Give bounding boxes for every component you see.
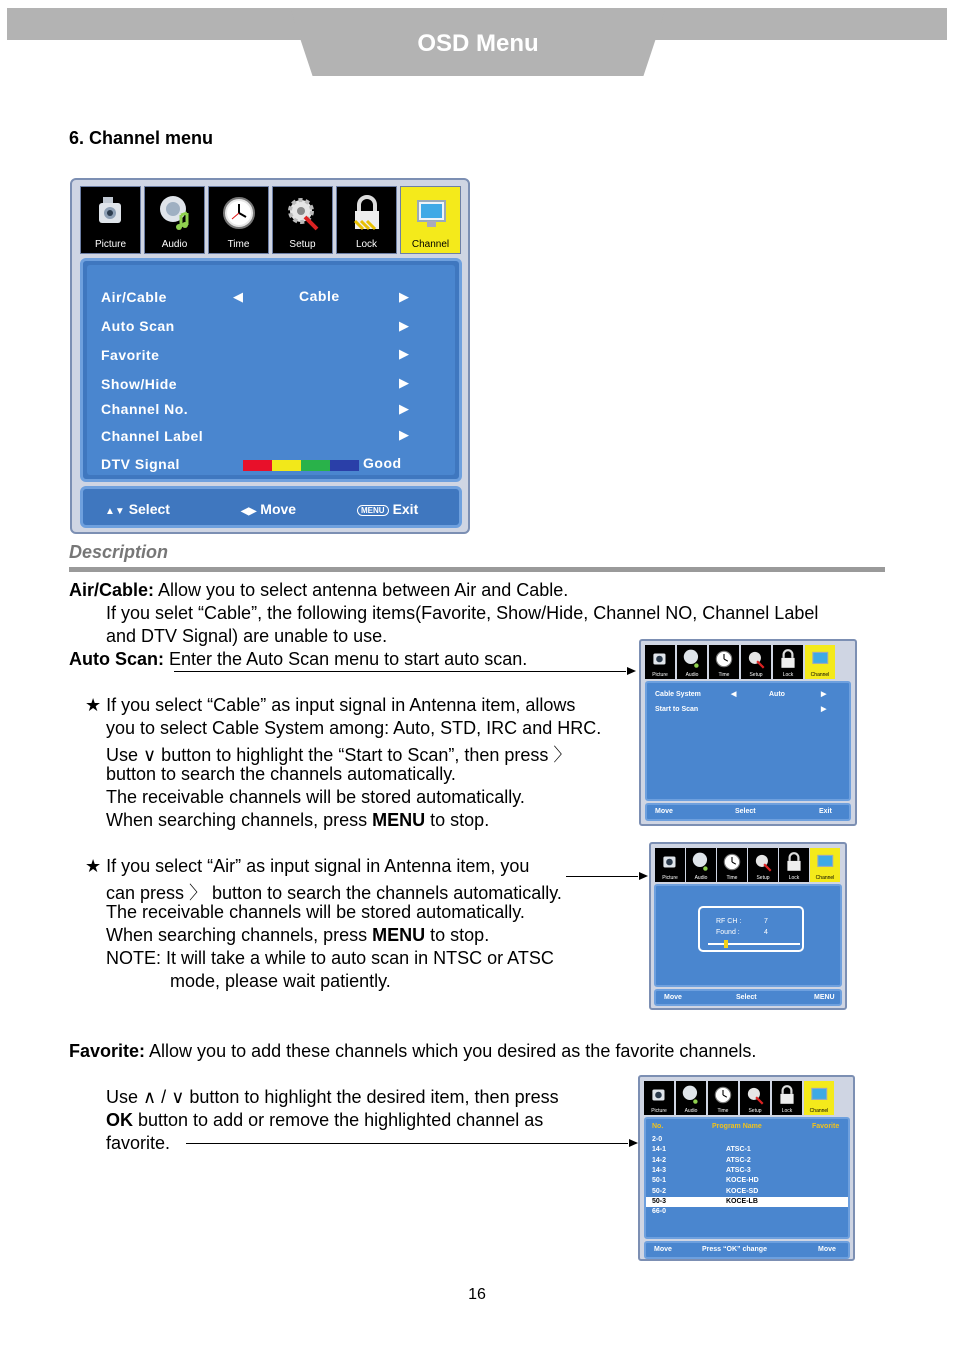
tab-lock[interactable]: [336, 186, 397, 254]
mini-menu-panel: [654, 884, 842, 987]
text-line: and DTV Signal) are unable to use.: [106, 626, 388, 646]
text: Enter the Auto Scan menu to start auto scan.: [164, 649, 528, 669]
footer-select: [105, 501, 170, 517]
camera-icon: [93, 193, 129, 233]
rf-channel-value: 7: [764, 918, 768, 925]
tab-label: Picture: [652, 672, 668, 678]
text: OK: [106, 1110, 133, 1130]
air-cable-paragraph: [69, 580, 568, 601]
tab-channel: [810, 848, 840, 882]
channel-number: 50-3: [652, 1197, 667, 1205]
lock-icon: [784, 851, 804, 873]
tab-audio: [676, 1081, 706, 1115]
tab-label: Time: [726, 875, 738, 881]
scan-progress-box: [698, 906, 804, 952]
text: Allow you to add these channels which you desired as the favorite channels.: [145, 1041, 757, 1061]
tab-channel[interactable]: [400, 186, 461, 254]
chevron-right-icon[interactable]: ▶: [399, 375, 409, 390]
chevron-right-icon: ▶: [821, 691, 827, 698]
pointer-line: [186, 1143, 628, 1144]
tab-time: [708, 1081, 738, 1115]
chevron-left-icon: ◀: [731, 691, 737, 698]
text-line: If you selet “Cable”, the following items(Favorite, Show/Hide, Channel NO, Channel Label: [106, 603, 819, 623]
tab-channel: [804, 1081, 834, 1115]
audio-icon: [157, 193, 193, 233]
text: When searching channels, press: [106, 810, 373, 830]
tab-label: Lock: [355, 239, 378, 250]
term: Auto Scan:: [69, 649, 165, 669]
section-title: 6. Channel menu: [69, 128, 214, 148]
footer-move: Move: [664, 994, 682, 1001]
channel-number: 14-3: [652, 1166, 667, 1174]
text-line: The receivable channels will be stored automatically.: [106, 902, 525, 922]
tab-label: Audio: [684, 1108, 698, 1114]
menu-item-channel-label[interactable]: Channel Label: [101, 428, 204, 444]
list-item[interactable]: [646, 1187, 850, 1197]
lock-icon: [778, 648, 798, 670]
footer-move: Move: [654, 1246, 672, 1253]
program-name: ATSC-3: [726, 1166, 751, 1174]
signal-segment: [301, 460, 330, 471]
column-header: Favorite: [812, 1123, 840, 1130]
gear-icon: [745, 1084, 765, 1106]
tab-label: Setup: [748, 1108, 762, 1114]
footer-exit: Exit: [819, 808, 832, 815]
tab-picture: [644, 1081, 674, 1115]
found-value: 4: [764, 929, 768, 936]
text-line: Use ∨ button to highlight the “Start to Scan”, then press 〉: [106, 745, 572, 765]
signal-segment: [330, 460, 359, 471]
footer-select: Select: [736, 994, 757, 1001]
channel-number: 2-0: [652, 1136, 663, 1143]
clock-icon: [713, 1084, 733, 1106]
list-item[interactable]: [646, 1145, 850, 1155]
tab-setup[interactable]: [272, 186, 333, 254]
tab-label: Time: [718, 672, 730, 678]
tab-label: Audio: [161, 239, 188, 250]
text-line: The receivable channels will be stored automatically.: [106, 787, 525, 807]
tab-label: Audio: [685, 672, 699, 678]
tab-setup: [741, 645, 771, 679]
text-line: mode, please wait patiently.: [170, 971, 391, 991]
favorite-paragraph: [69, 1041, 756, 1062]
channel-number: 50-1: [652, 1177, 667, 1185]
signal-strength-bar: [243, 460, 359, 471]
menu-item-show-hide[interactable]: Show/Hide: [101, 376, 178, 392]
text: button to add or remove the highlighted channel as: [133, 1110, 544, 1130]
tab-label: Lock: [781, 1108, 793, 1114]
pointer-line: [174, 671, 626, 672]
chevron-right-icon[interactable]: ▶: [399, 346, 409, 361]
footer-select: Select: [735, 808, 756, 815]
mini-footer: [644, 1241, 850, 1259]
chevron-right-icon[interactable]: ▶: [399, 289, 409, 304]
tab-time[interactable]: [208, 186, 269, 254]
gear-icon: [753, 851, 773, 873]
tab-label: Picture: [94, 239, 127, 250]
tab-picture: [655, 848, 685, 882]
text-line: NOTE: It will take a while to auto scan in NTSC or ATSC: [106, 948, 554, 968]
rf-channel-label: RF CH :: [716, 918, 742, 925]
arrow-head-icon: [627, 667, 636, 675]
tab-lock: [773, 645, 803, 679]
tab-audio[interactable]: [144, 186, 205, 254]
column-header: Program Name: [712, 1123, 762, 1130]
tab-lock: [779, 848, 809, 882]
page-title: OSD Menu: [417, 30, 539, 57]
mini-tab-bar: [645, 645, 835, 679]
program-name: KOCE-HD: [726, 1177, 759, 1185]
footer-exit: [357, 501, 418, 517]
tab-label: Lock: [788, 875, 800, 881]
footer-exit-label: Exit: [392, 501, 419, 517]
menu-item-favorite[interactable]: Favorite: [101, 347, 160, 363]
text-line: ★ If you select “Air” as input signal in Antenna item, you: [85, 856, 530, 876]
program-name: KOCE-LB: [726, 1197, 758, 1205]
footer-move: Move: [655, 808, 673, 815]
favorite-osd: [638, 1075, 855, 1261]
lock-icon: [777, 1084, 797, 1106]
signal-segment: [243, 460, 272, 471]
text-line: can press 〉 button to search the channels automatically.: [106, 883, 562, 903]
text-line: [106, 1110, 543, 1131]
channel-number: 14-1: [652, 1146, 667, 1154]
footer-move: [241, 501, 296, 517]
clock-icon: [722, 851, 742, 873]
tab-time: [709, 645, 739, 679]
list-item[interactable]: [646, 1156, 850, 1166]
audio-icon: [682, 648, 702, 670]
tab-label: Picture: [662, 875, 678, 881]
text: MENU: [372, 810, 426, 830]
menu-item-dtv-signal: DTV Signal: [101, 456, 180, 472]
text: MENU: [372, 925, 426, 945]
chevron-right-icon[interactable]: ▶: [399, 318, 409, 333]
menu-item-air-cable[interactable]: Air/Cable: [101, 289, 167, 305]
found-label: Found :: [716, 929, 740, 936]
term: Favorite:: [69, 1041, 146, 1061]
footer-move-label: Move: [260, 501, 297, 517]
list-item[interactable]: [646, 1166, 850, 1176]
tab-label: Channel: [809, 1108, 829, 1114]
tab-label: Audio: [694, 875, 708, 881]
mini-footer: [645, 803, 851, 821]
audio-icon: [691, 851, 711, 873]
chevron-right-icon[interactable]: ▶: [399, 401, 409, 416]
list-item[interactable]: [646, 1135, 850, 1145]
tab-label: Channel: [810, 672, 830, 678]
monitor-icon: [809, 1084, 829, 1106]
camera-icon: [649, 1084, 669, 1106]
monitor-icon: [413, 193, 449, 233]
osd-menu-panel: [80, 258, 462, 482]
tab-label: Setup: [749, 672, 763, 678]
text: Allow you to select antenna between Air and Cable.: [154, 580, 569, 600]
text-line: button to search the channels automatically.: [106, 764, 456, 784]
term: Air/Cable:: [69, 580, 155, 600]
clock-icon: [221, 193, 257, 233]
gear-icon: [285, 193, 321, 233]
start-to-scan-label: Start to Scan: [655, 706, 699, 713]
mini-menu-panel: [645, 681, 851, 801]
channel-number: 50-2: [652, 1187, 667, 1195]
text-line: [106, 925, 489, 946]
tab-picture[interactable]: [80, 186, 141, 254]
tab-audio: [677, 645, 707, 679]
gear-icon: [746, 648, 766, 670]
menu-item-channel-no[interactable]: Channel No.: [101, 401, 189, 417]
tab-time: [717, 848, 747, 882]
favorite-list-panel: [644, 1117, 850, 1239]
list-item[interactable]: [646, 1197, 850, 1207]
tab-label: Channel: [815, 875, 835, 881]
osd-tab-bar: [80, 186, 461, 254]
auto-scan-air-osd: [649, 842, 847, 1010]
chevron-right-icon: ▶: [821, 706, 827, 713]
text-line: [106, 810, 489, 831]
cable-system-label: Cable System: [655, 691, 701, 698]
pointer-line: [566, 876, 638, 877]
text: to stop.: [425, 925, 490, 945]
chevron-right-icon[interactable]: ▶: [399, 427, 409, 442]
camera-icon: [650, 648, 670, 670]
mini-footer: [654, 989, 842, 1006]
monitor-icon: [815, 851, 835, 873]
mini-tab-bar: [655, 848, 840, 882]
lock-icon: [349, 193, 385, 233]
tab-label: Setup: [756, 875, 770, 881]
tab-picture: [645, 645, 675, 679]
program-name: ATSC-1: [726, 1146, 751, 1154]
tab-setup: [740, 1081, 770, 1115]
list-item[interactable]: [646, 1176, 850, 1186]
signal-quality: Good: [363, 455, 402, 471]
text-line: favorite.: [106, 1133, 171, 1153]
footer-change: Press “OK” change: [702, 1246, 767, 1253]
mini-tab-bar: [644, 1081, 834, 1115]
clock-icon: [714, 648, 734, 670]
channel-number: 66-0: [652, 1208, 667, 1216]
channel-menu-osd: [70, 178, 470, 534]
tab-label: Setup: [289, 239, 316, 250]
signal-segment: [272, 460, 301, 471]
program-name: KOCE-SD: [726, 1187, 759, 1195]
monitor-icon: [810, 648, 830, 670]
footer-menu: MENU: [814, 994, 835, 1001]
column-header: No.: [652, 1123, 664, 1130]
left-right-icon: ◀▶: [241, 506, 257, 517]
page-number: 16: [468, 1286, 486, 1303]
footer-move: Move: [818, 1246, 836, 1253]
arrow-head-icon: [639, 872, 648, 880]
tab-label: Time: [717, 1108, 729, 1114]
camera-icon: [660, 851, 680, 873]
program-name: ATSC-2: [726, 1156, 751, 1164]
menu-key-icon: MENU: [357, 505, 389, 516]
tab-lock: [772, 1081, 802, 1115]
tab-label: Picture: [651, 1108, 667, 1114]
text-line: Use ∧ / ∨ button to highlight the desired item, then press: [106, 1087, 559, 1107]
auto-scan-paragraph: [69, 649, 527, 670]
channel-number: 14-2: [652, 1156, 667, 1164]
tab-label: Channel: [411, 239, 450, 250]
text: to stop.: [425, 810, 490, 830]
tab-label: Lock: [782, 672, 794, 678]
arrow-head-icon: [629, 1139, 638, 1147]
chevron-left-icon[interactable]: ◀: [233, 289, 243, 304]
divider: [69, 567, 885, 572]
tab-channel: [805, 645, 835, 679]
audio-icon: [681, 1084, 701, 1106]
text: When searching channels, press: [106, 925, 373, 945]
scan-progress-track: [708, 943, 800, 945]
auto-scan-cable-osd: [639, 639, 857, 826]
osd-footer: [80, 486, 462, 528]
cable-system-value: Auto: [769, 691, 785, 698]
up-down-icon: ▲▼: [105, 506, 125, 517]
text-line: ★ If you select “Cable” as input signal in Antenna item, allows: [85, 695, 576, 715]
tab-label: Time: [227, 239, 250, 250]
air-cable-value: Cable: [299, 288, 340, 304]
list-item[interactable]: [646, 1207, 850, 1217]
tab-setup: [748, 848, 778, 882]
text-line: you to select Cable System among: Auto, STD, IRC and HRC.: [106, 718, 602, 738]
menu-item-auto-scan[interactable]: Auto Scan: [101, 318, 175, 334]
footer-select-label: Select: [128, 501, 170, 517]
description-heading: Description: [69, 542, 169, 562]
scan-progress-indicator: [724, 940, 728, 948]
tab-audio: [686, 848, 716, 882]
